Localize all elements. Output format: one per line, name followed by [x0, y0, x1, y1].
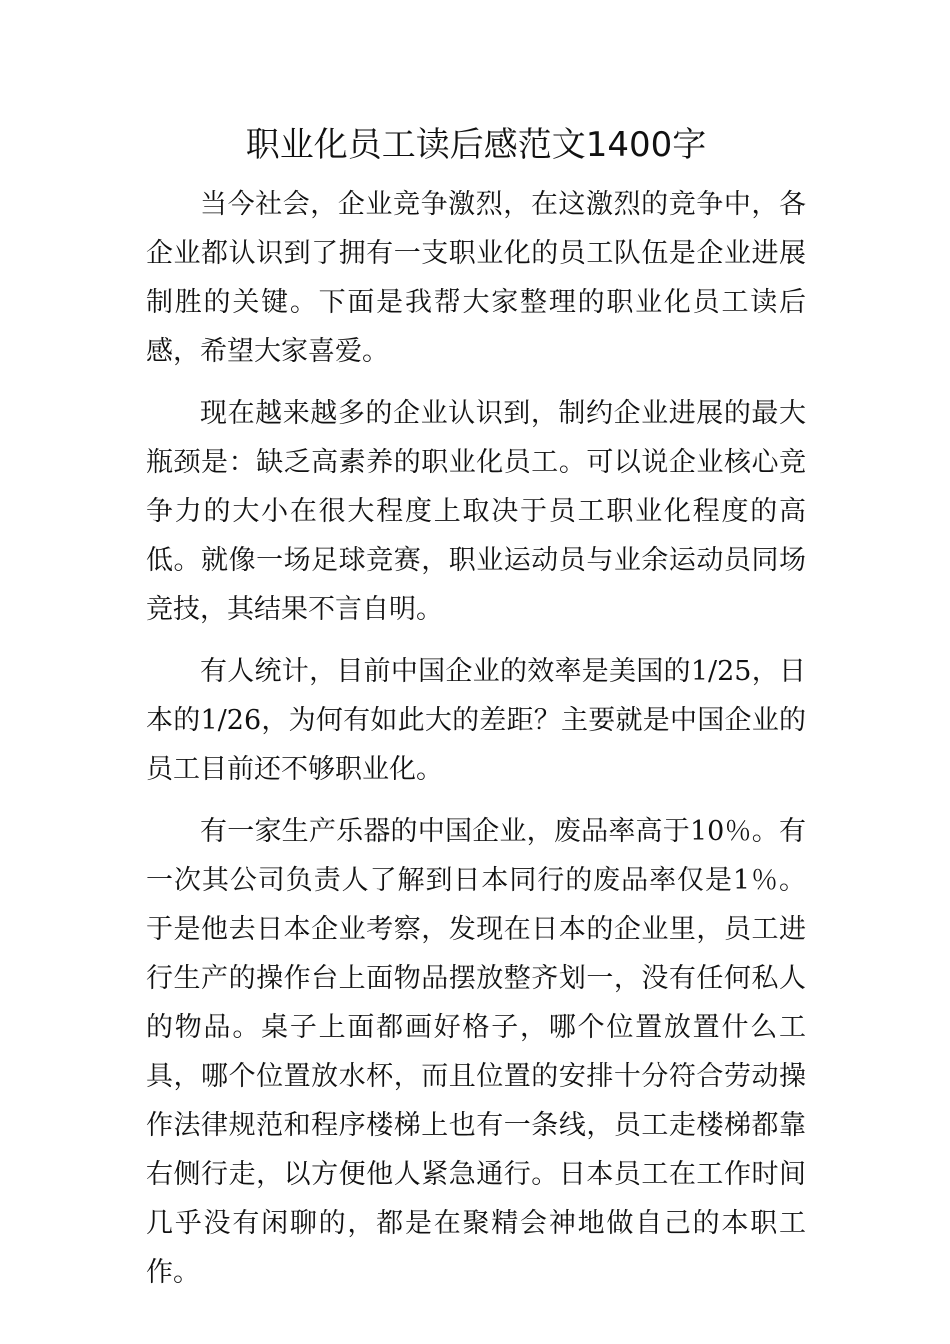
paragraph-4: 有一家生产乐器的中国企业，废品率高于10％。有一次其公司负责人了解到日本同行的废品率仅是1％。于是他去日本企业考察，发现在日本的企业里，员工进行生产的操作台上面物品摆放整齐划一，没有任何私人的物品。桌子上面都画好格子，哪个位置放置什么工具，哪个位置放水杯，而且位置的安排十分符合劳动操作法律规范和程序楼梯上也有一条线，员工走楼梯都靠右侧行走，以方便他人紧急通行。日本员工在工作时间几乎没有闲聊的，都是在聚精会神地做自己的本职工作。: [146, 816, 806, 1288]
paragraph-2: 现在越来越多的企业认识到，制约企业进展的最大瓶颈是：缺乏高素养的职业化员工。可以说企业核心竞争力的大小在很大程度上取决于员工职业化程度的高低。就像一场足球竞赛，职业运动员与业余运动员同场竞技，其结果不言自明。: [146, 398, 806, 625]
paragraph-1: 当今社会，企业竞争激烈，在这激烈的竞争中，各企业都认识到了拥有一支职业化的员工队伍是企业进展制胜的关键。下面是我帮大家整理的职业化员工读后感，希望大家喜爱。: [146, 189, 806, 367]
document-title: 职业化员工读后感范文1400字: [245, 125, 707, 165]
document-page: [146, 120, 806, 1310]
paragraph-3: 有人统计，目前中国企业的效率是美国的1/25，日本的1/26，为何有如此大的差距？主要就是中国企业的员工目前还不够职业化。: [146, 656, 806, 785]
